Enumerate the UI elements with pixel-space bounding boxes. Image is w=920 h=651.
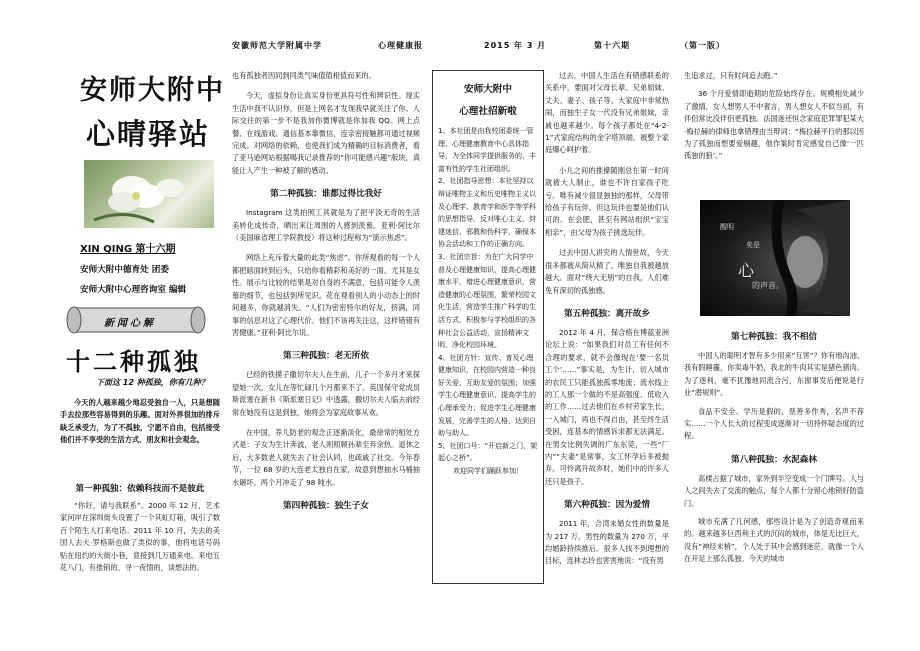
section7-text2: 食品不安全、学历是假的，慈善多作秀，名声不荐实……一个人长大的过程变成逐渐对一切持怀疑态度的过程。 <box>684 406 864 441</box>
masthead-publisher1: 安师大附中德育处 团委 <box>80 265 169 275</box>
flower-icon <box>84 160 214 228</box>
section3-text: 已经的铁摸子撒切尔夫人在生前，儿子一个多月才来探望她一次，女儿在等忙碌几个月都来不了。英国保守党成员斯派塞在新书《斯派塞日记》中透露，撒切尔夫人临去前经常在她没有这是到独，她将会为家庭故事从欢。 <box>232 370 420 417</box>
col2-p2: 今天，虚拟身份让真实身份更具符号性和辨识性。现实生活中我不认识你，但是上网名才发现我早就关注了你。人际交往的第一步不是我加你微博就是你加我 QQ。网上点餐、在线游戏、通信基本靠微信，连亲密接触都可通过视频完成。对网络的依赖，也使我们成为精确的目标消费者，看了亚马逊网站根据喝我记录推荐的“你可能感兴趣”版块，真能让人产生一种被了解的感动。 <box>232 91 420 175</box>
section1-block <box>60 500 220 600</box>
section8-text: 高楼占据了城市，家外到半空变成一个门牌号。人与人之间失去了交流的触点，每个人都十分留心地锁好防盗门。 <box>684 473 864 508</box>
flower-photo <box>84 160 214 228</box>
section7-text: 中国人的聪明才智有多少用来“互害”？你有地沟油、我有假睡霾，你卖毒牛奶，我北的牛肉其实是猪色猪肉。为了逐利，毫不犹豫地同流合污，东窗事发后便说是行业“潜规则”。 <box>684 351 864 398</box>
callout-welcome: 欢迎同学们踊跃参加！ <box>453 467 523 476</box>
callout-item1: 1、本社团是由我校团委统一管理，心理健康教育中心具体指导，为全体同学提供服务的、丰富有性的学生社团组织。 <box>438 127 536 173</box>
woman-silhouette-icon <box>700 200 850 316</box>
masthead-title-line1: 安师大附中 <box>80 75 225 106</box>
news-banner <box>64 303 208 337</box>
masthead-publisher2: 安师大附中心理咨询室 编辑 <box>80 285 187 295</box>
column-5-top <box>684 70 864 200</box>
header-page: （第一版） <box>680 41 725 50</box>
section7-heading: 第七种孤独：我不相信 <box>731 332 817 342</box>
callout-item2: 2、社团指导思想：本社坚持以辩证唯物主义和历史唯物主义以及心理学、教育学和医学等学科的思想指导，反对唯心主义，封建迷信、邪教和伪科学，确保本协会活动和工作的正确方向。 <box>438 177 536 249</box>
column-4 <box>545 70 669 600</box>
col5-p1: 生追求过，只有时间追去跑。” <box>684 71 778 80</box>
section1-heading: 第一种孤独：依赖科技而不是彼此 <box>75 484 205 494</box>
col4-p1: 过去，中国人生活在有错感联系的关系中，要面对父母长辈、兄弟姐妹、丈夫、妻子、孩子等。大家庭中非常热闹，而独生子女一代没有兄弟姐妹，亲戚也越来越少。每个孩子都处在“4-2-1”式家庭结构的金字塔顶端，被整个家庭爆心呵护着。 <box>545 71 669 155</box>
col4-p3: 过去中国人讲究的人情世故，今天很多都被从简从精了，唯独自我被越放越大。面对“绕大无朋”的自我，人们难免有深切的孤独感。 <box>545 248 669 295</box>
masthead-subtitle: XIN QING 第十六期 <box>80 244 176 255</box>
section8-heading: 第八种孤独：水泥森林 <box>731 454 817 465</box>
photo-text-bottom: 的声音。 <box>752 281 784 290</box>
photo-text-left: 醒明 <box>720 223 734 231</box>
section6-text: 2011 年，合湾未婚女性的数量是为 217 万，男性的数量为 270 万，平均婚龄持续推后。很多人找不到理想的目标，连林志玲也害害地说：“没有男 <box>545 519 669 566</box>
column-2 <box>232 70 420 600</box>
section6-heading: 第六种孤独：因为爱情 <box>564 500 650 511</box>
section8-text2: 城市充满了几何感，那些设计是为了创造奇观而来的。越来越多巨西利主式的沉闷的城市，体是无比巨大，没有“神经末梢”，个人处于其中会感到迷茫，就像一个人在开足上那么孤独。今天的城市 <box>684 517 864 564</box>
col4-p2: 小儿之间的推搡随刚总在第一时间就被大人制止，谁也不许自家孩子吃亏。唯有减少很显独独的那样，父母带给孩子有玩伴。但这玩伴也要是他们认可的。在会肥，甚至有网站组织“宝宝相亲”，由父母为孩子挑选玩伴。 <box>545 165 669 237</box>
header-date: 2015 年 3 月 <box>484 41 547 50</box>
photo-text-top: 矣是 <box>746 241 760 249</box>
col5-p2: 36 个月爱情即逝期的危险始终存在。规模相处减少了激情，女人想男人不中奢言，男人想女人不似当初，有伴侣常比没伴侣更孤独。法国迷还恒念家庭犯罪罪犯某大·梅拉赫的律师也拿错理由当辩词：“梅拉赫平行的那以因为了孤独而想要爱剔趣，他作案时肯定感觉自己像‘一匹孤独的狼’。” <box>684 89 864 161</box>
feature-intro: 今天的人越来越少地忍受独自一人，只是想随手去拉那些容易得到的乐趣。面对外界很加的排斥缺乏承受力，为了不孤独，宁愿不自由，包括接受他们并不享受的生活方式、朋友和社会观念。 <box>60 398 220 445</box>
column-5-bottom <box>684 330 864 600</box>
section4-heading: 第四种孤独：独生子女 <box>283 500 369 511</box>
section2-text: Instagram 这类拍照工具就是为了把平淡无奇的生活美转化成传奇，晒出来让周围的人感到羡慕。亚利·阿比尔（美国麻省理工学院教授）将这种过程称为“演示焦虑”。 <box>232 208 420 243</box>
photo-text-mid: 心 <box>738 261 755 280</box>
section3-heading: 第三种孤独：老无所依 <box>283 351 369 362</box>
woman-photo <box>700 200 850 316</box>
header-school: 安徽师范大学附属中学 <box>232 41 322 50</box>
section5-text: 2012 年 4 月，保合格在博蓝亚洲论坛上说：“如果我们对员工有任何不合理的要求，就不会像现在‘要一名员工个’……”事实是，为生计，切入城市的农民工只能孤独孤零地流；流水线上的工人那一个做的不是高强度、低收入的工作……过去他们在乡村劳家生长，一入城门，再也不得自由，甚至终生活受困，连基本的情感诉求都无法满足。在男女比例失调的广东东莞，一些“厂内”“夫妻”是常事，女工怀孕后多被抛弃。可怜离开故乡时，她们中的许多人还只是孩子。 <box>545 327 669 486</box>
recruit-callout-box <box>432 70 544 584</box>
section1-text: “你好，请与我联系”。2000 年 12 月，艺术家何岸在深圳街头设置了一个其虹灯箱，吸引了数百个陌生人打来电话。2011 年 10 月，失去的美国人去大·罗格斯也做了类似的事，他将电话号码贴在纽约的大街小巷，竟接到几万通来电。来电五花八门，有推销的、寻一夜情的，谈想法的。 <box>60 501 220 573</box>
section2-text2: 网络上充斥着大量的此类“焦虑”。你所观看的每一个人都把暗面转到后头，只给你看精彩和美好的一面。尤其是女性。展示与比较的结果是对自身的不满意，包括可能令人羡慕的细节，也包括到所见识。花在观看别人的小动态上的时间越多，你就越消失。“人们为密密特尔的好友，挤满，同事的信息对这了心理代价。他们不该再关注这，这样错错有害健康。”亚利·阿比尔说。 <box>232 253 420 337</box>
col2-p1: 也有孤独者因同到同类气味值值相值而来的。 <box>232 71 376 80</box>
section2-heading: 第二种孤独：谁都过得比我好 <box>270 189 382 200</box>
header-paper: 心理健康报 <box>378 41 423 50</box>
news-banner-label: 新闻心解 <box>104 318 156 329</box>
section5-heading: 第五种孤独：离开故乡 <box>564 308 650 319</box>
feature-tagline: 下面这 12 种孤独，你有几种？ <box>96 378 209 387</box>
callout-title-line2: 心理社招新啦 <box>459 106 517 117</box>
section3-text2: 在中国，养儿防老的观念正逐渐淡化，最徐常的相处方式是：子女为生计奔波，老人则照顾孙辈至弃余热。退休之后，大多数老人就失去了社会认同，也疏戚了社交。今年春节，一位 68 岁的大连老太独自在家，故意到想抽水马桶抽水砸坏，两个月冲走了 98 吨水。 <box>232 427 420 487</box>
header-issue: 第十六期 <box>594 41 630 50</box>
feature-intro-block <box>60 397 220 467</box>
callout-item3: 3、社团宗旨：为在广大同学中普及心理健康知识，提高心理健康水平，增进心理健康意识，营造健康的心理氛围，繁荣校园文化生活，营造学生推广科学的生活方式，积极参与学校组织的各种社会公益活动，宣扬精神文明、净化校园环境。 <box>438 252 536 350</box>
callout-item4: 4、社团方针：宣传、普及心理健康知识，在校园内营造一种良好关爱、互助友爱的氛围；加强学生心理健康意识，提高学生的心理承受力；促进学生心理健康发展，完善学生的人格，达到自助与助人。 <box>438 353 536 438</box>
callout-item5: 5、社团口号：“开启新之门，架起心之桥”。 <box>438 441 538 463</box>
feature-title: 十二种孤独 <box>66 347 201 376</box>
callout-title-line1: 安师大附中 <box>464 84 512 95</box>
masthead-title-line2: 心晴驿站 <box>86 117 211 151</box>
